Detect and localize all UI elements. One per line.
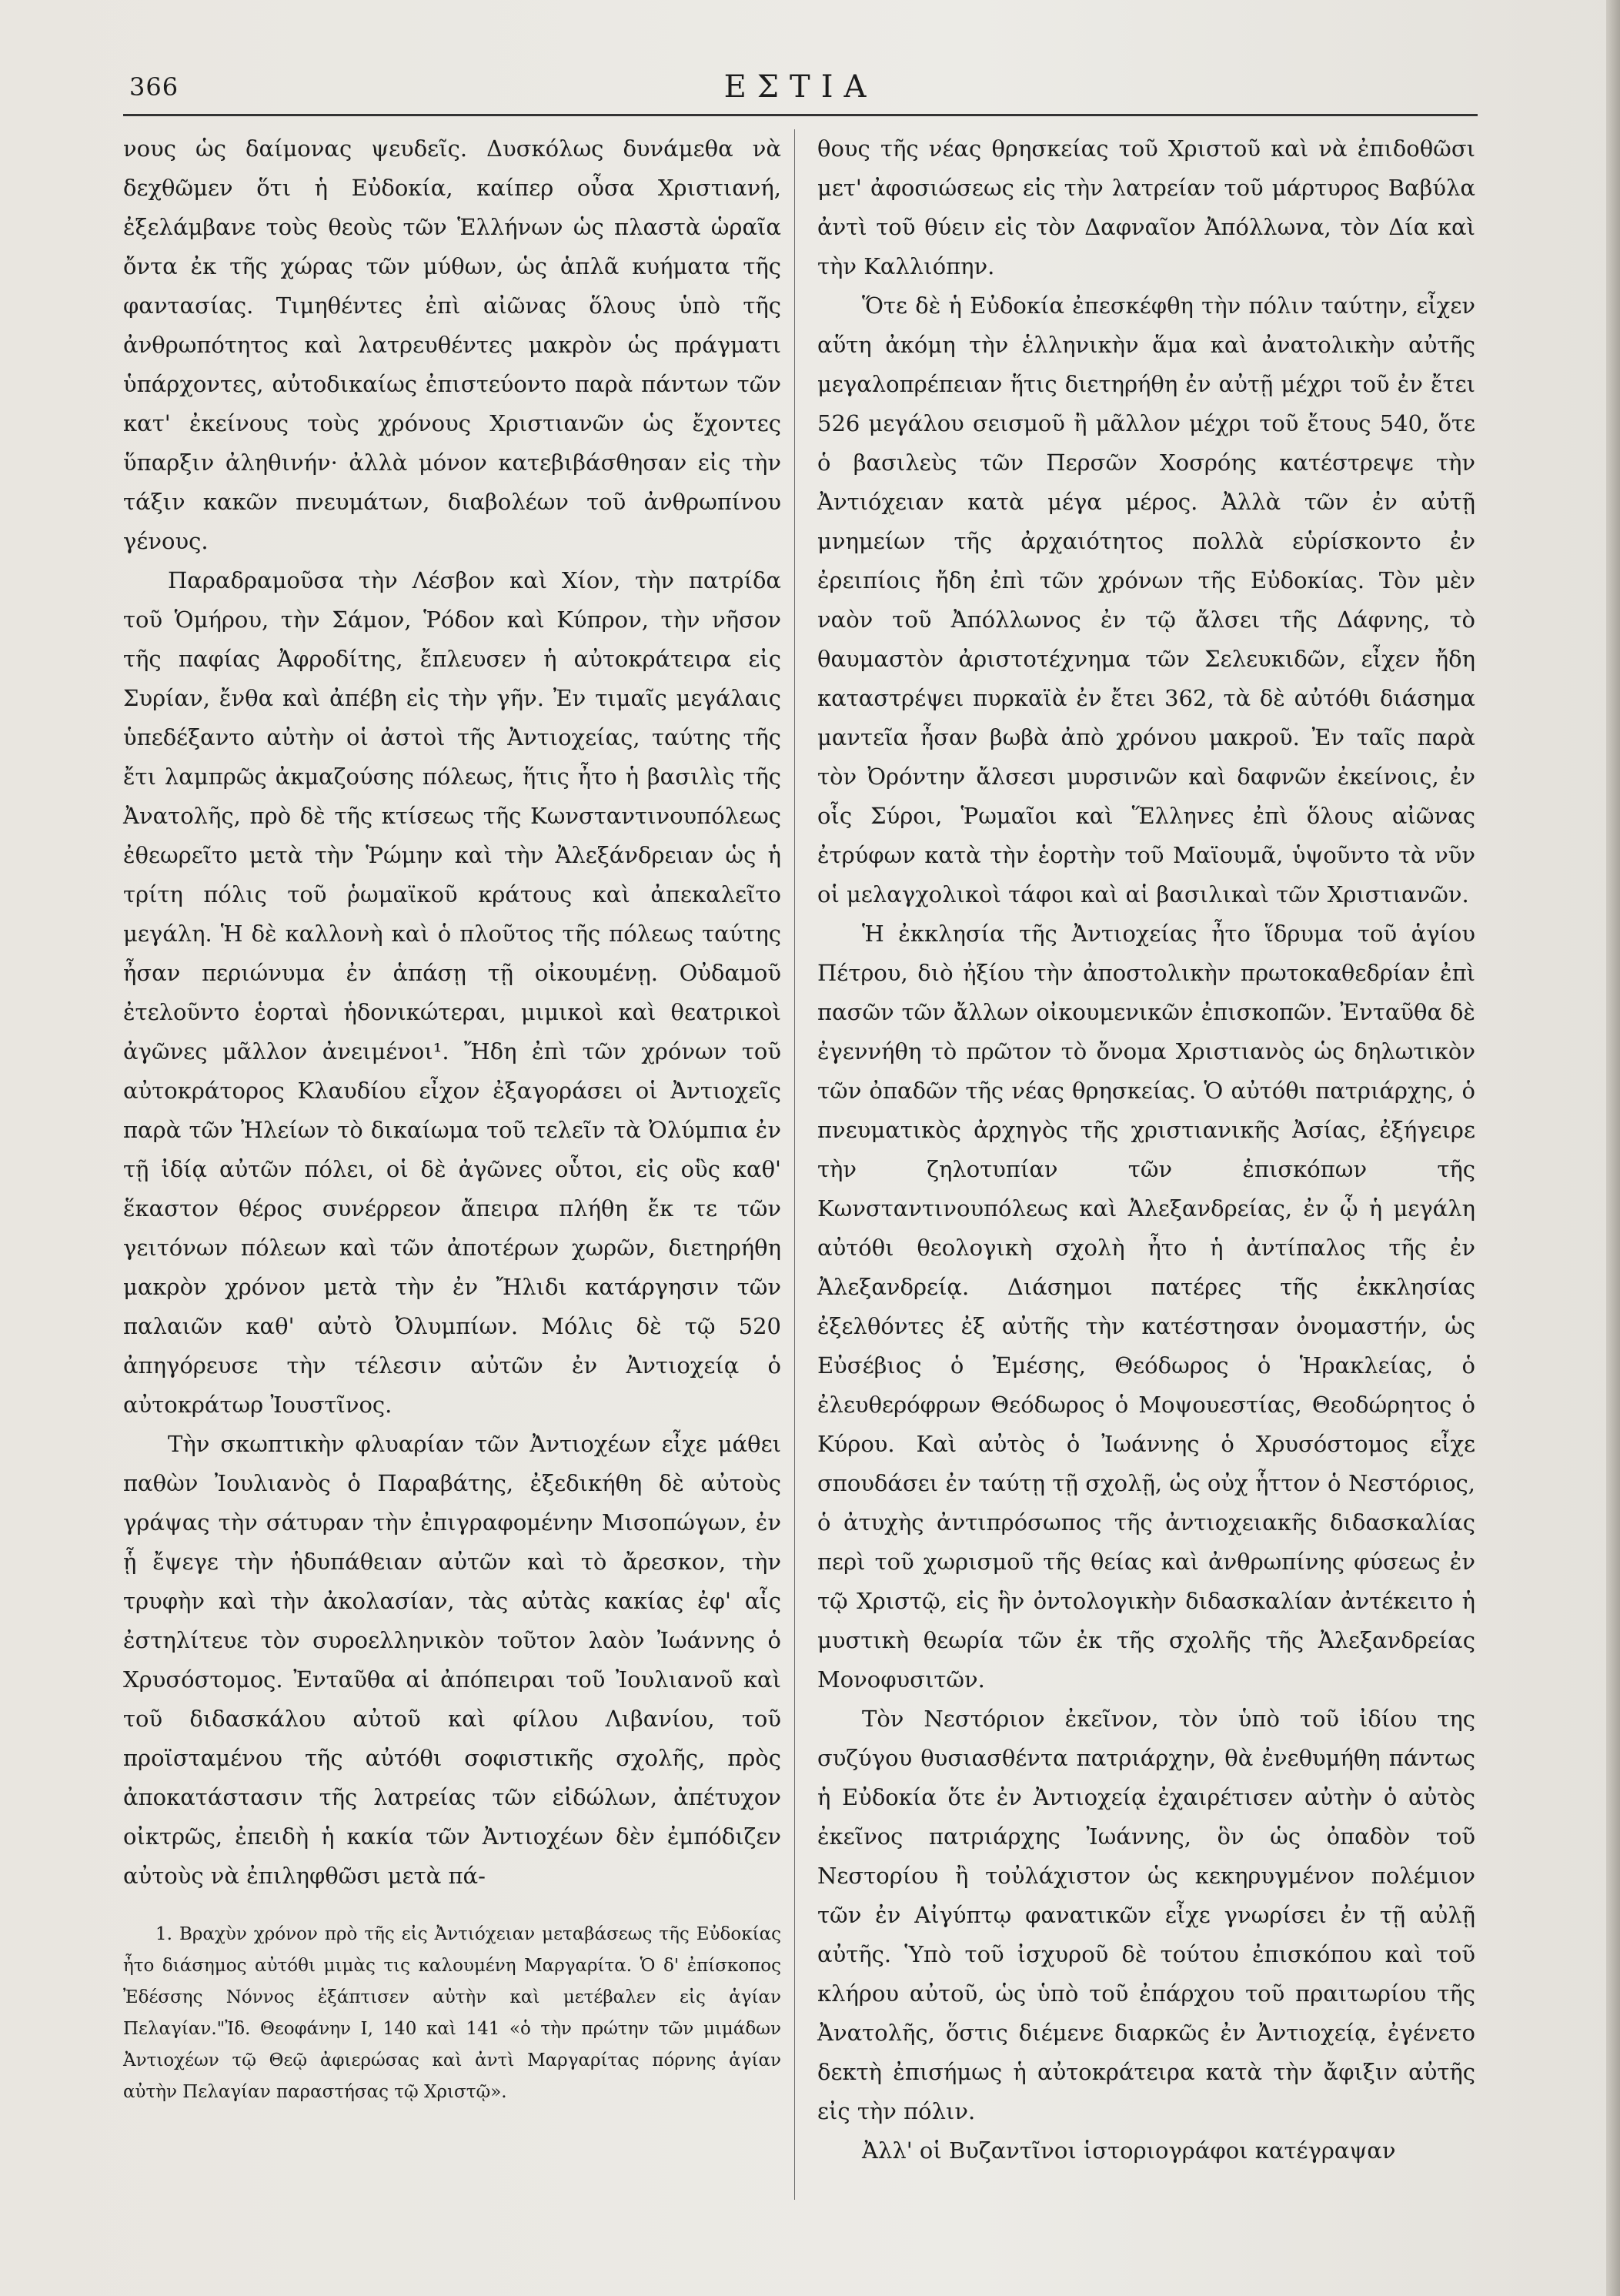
footnotes bbox=[123, 1919, 781, 2108]
page-header bbox=[123, 69, 1478, 108]
paragraph: θους τῆς νέας θρησκείας τοῦ Χριστοῦ καὶ νὰ ἐπιδοθῶσι μετ' ἀφοσιώσεως εἰς τὴν λατρείαν τοῦ μάρτυρος Βαβύλα ἀντὶ τοῦ θύειν εἰς τὸν Δαφναῖον Ἀπόλλωνα, τὸν Δία καὶ τὴν Καλλιόπην. bbox=[817, 135, 1475, 279]
paragraph: νους ὡς δαίμονας ψευδεῖς. Δυσκόλως δυνάμεθα νὰ δεχθῶμεν ὅτι ἡ Εὐδοκία, καίπερ οὖσα Χριστιανή, ἐξελάμβανε τοὺς θεοὺς τῶν Ἑλλήνων ὡς πλαστὰ ὡραῖα ὄντα ἐκ τῆς χώρας τῶν μύθων, ὡς ἁπλᾶ κυήματα τῆς φαντασίας. Τιμηθέντες ἐπὶ αἰῶνας ὅλους ὑπὸ τῆς ἀνθρωπότητος καὶ λατρευθέντες μακρὸν ὡς πράγματι ὑπάρχοντες, αὐτοδικαίως ἐπιστεύοντο παρὰ πάντων τῶν κατ' ἐκείνους τοὺς χρόνους Χριστιανῶν ὡς ἔχοντες ὕπαρξιν ἀληθινήν· ἀλλὰ μόνον κατεβιβάσθησαν εἰς τὴν τάξιν κακῶν πνευμάτων, διαβολέων τοῦ ἀνθρωπίνου γένους. bbox=[123, 135, 781, 554]
paragraph: Ἡ ἐκκλησία τῆς Ἀντιοχείας ἦτο ἵδρυμα τοῦ ἁγίου Πέτρου, διὸ ἠξίου τὴν ἀποστολικὴν πρωτοκαθεδρίαν ἐπὶ πασῶν τῶν ἄλλων οἰκουμενικῶν ἐπισκοπῶν. Ἐνταῦθα δὲ ἐγεννήθη τὸ πρῶτον τὸ ὄνομα Χριστιανὸς ὡς δηλωτικὸν τῶν ὀπαδῶν τῆς νέας θρησκείας. Ὁ αὐτόθι πατριάρχης, ὁ πνευματικὸς ἀρχηγὸς τῆς χριστιανικῆς Ἀσίας, ἐξήγειρε τὴν ζηλοτυπίαν τῶν ἐπισκόπων τῆς Κωνσταντινουπόλεως καὶ Ἀλεξανδρείας, ἐν ᾧ ἡ μεγάλη αὐτόθι θεολογικὴ σχολὴ ἦτο ἡ ἀντίπαλος τῆς ἐν Ἀλεξανδρείᾳ. Διάσημοι πατέρες τῆς ἐκκλησίας ἐξελθόντες ἐξ αὐτῆς τὴν κατέστησαν ὀνομαστήν, ὡς Εὐσέβιος ὁ Ἐμέσης, Θεόδωρος ὁ Ἡρακλείας, ὁ ἐλευθερόφρων Θεόδωρος ὁ Μοψουεστίας, Θεοδώρητος ὁ Κύρου. Καὶ αὐτὸς ὁ Ἰωάννης ὁ Χρυσόστομος εἶχε σπουδάσει ἐν ταύτῃ τῇ σχολῇ, ὡς οὐχ ἧττον ὁ Νεστόριος, ὁ ἀτυχὴς ἀντιπρόσωπος τῆς ἀντιοχειακῆς διδασκαλίας περὶ τοῦ χωρισμοῦ τῆς θείας καὶ ἀνθρωπίνης φύσεως ἐν τῷ Χριστῷ, εἰς ἣν ὀντολογικὴν διδασκαλίαν ἀντέκειτο ἡ μυστικὴ θεωρία τῶν ἐκ τῆς σχολῆς τῆς Ἀλεξανδρείας Μονοφυσιτῶν. bbox=[817, 921, 1475, 1693]
running-title: ΕΣΤΙΑ bbox=[723, 69, 877, 105]
footnote: 1. Βραχὺν χρόνον πρὸ τῆς εἰς Ἀντιόχειαν μεταβάσεως τῆς Εὐδοκίας ἦτο διάσημος αὐτόθι μιμὰς τις καλουμένη Μαργαρίτα. Ὁ δ' ἐπίσκοπος Ἐδέσσης Νόννος ἐξάπτισεν αὐτὴν καὶ μετέβαλεν εἰς ἁγίαν Πελαγίαν."Ἰδ. Θεοφάνην I, 140 καὶ 141 «ὁ τὴν πρώτην τῶν μιμάδων Ἀντιοχέων τῷ Θεῷ ἀφιερώσας καὶ ἀντὶ Μαργαρίτας πόρνης ἁγίαν αὐτὴν Πελαγίαν παραστήσας τῷ Χριστῷ». bbox=[123, 1924, 781, 2102]
right-column bbox=[817, 129, 1475, 2171]
paragraph: Ὅτε δὲ ἡ Εὐδοκία ἐπεσκέφθη τὴν πόλιν ταύτην, εἶχεν αὕτη ἀκόμη τὴν ἑλληνικὴν ἅμα καὶ ἀνατολικὴν αὐτῆς μεγαλοπρέπειαν ἥτις διετηρήθη ἐν αὐτῇ μέχρι τοῦ ἐν ἔτει 526 μεγάλου σεισμοῦ ἢ μᾶλλον μέχρι τοῦ ἔτους 540, ὅτε ὁ βασιλεὺς τῶν Περσῶν Χοσρόης κατέστρεψε τὴν Ἀντιόχειαν κατὰ μέγα μέρος. Ἀλλὰ τῶν ἐν αὐτῇ μνημείων τῆς ἀρχαιότητος πολλὰ εὑρίσκοντο ἐν ἐρειπίοις ἤδη ἐπὶ τῶν χρόνων τῆς Εὐδοκίας. Τὸν μὲν ναὸν τοῦ Ἀπόλλωνος ἐν τῷ ἄλσει τῆς Δάφνης, τὸ θαυμαστὸν ἀριστοτέχνημα τῶν Σελευκιδῶν, εἶχεν ἤδη καταστρέψει πυρκαϊὰ ἐν ἔτει 362, τὰ δὲ αὐτόθι διάσημα μαντεῖα ἦσαν βωβὰ ἀπὸ χρόνου μακροῦ. Ἐν ταῖς παρὰ τὸν Ὀρόντην ἄλσεσι μυρσινῶν καὶ δαφνῶν ἐκείνοις, ἐν οἷς Σύροι, Ῥωμαῖοι καὶ Ἕλληνες ἐπὶ ὅλους αἰῶνας ἐτρύφων κατὰ τὴν ἑορτὴν τοῦ Μαϊουμᾶ, ὑψοῦντο τὰ νῦν οἱ μελαγχολικοὶ τάφοι καὶ αἱ βασιλικαὶ τῶν Χριστιανῶν. bbox=[817, 292, 1475, 907]
page-gutter-shadow bbox=[1606, 0, 1620, 2296]
header-rule bbox=[123, 114, 1478, 116]
left-column bbox=[123, 129, 781, 2108]
paragraph: Τὴν σκωπτικὴν φλυαρίαν τῶν Ἀντιοχέων εἶχε μάθει παθὼν Ἰουλιανὸς ὁ Παραβάτης, ἐξεδικήθη δὲ αὐτοὺς γράψας τὴν σάτυραν τὴν ἐπιγραφομένην Μισοπώγων, ἐν ᾗ ἔψεγε τὴν ἡδυπάθειαν αὐτῶν καὶ τὸ ἄρεσκον, τὴν τρυφὴν καὶ τὴν ἀκολασίαν, τὰς αὐτὰς κακίας ἐφ' αἷς ἐστηλίτευε τὸν συροελληνικὸν τοῦτον λαὸν Ἰωάννης ὁ Χρυσόστομος. Ἐνταῦθα αἱ ἀπόπειραι τοῦ Ἰουλιανοῦ καὶ τοῦ διδασκάλου αὐτοῦ καὶ φίλου Λιβανίου, τοῦ προϊσταμένου τῆς αὐτόθι σοφιστικῆς σχολῆς, πρὸς ἀποκατάστασιν τῆς λατρείας τῶν εἰδώλων, ἀπέτυχον οἰκτρῶς, ἐπειδὴ ἡ κακία τῶν Ἀντιοχέων δὲν ἐμπόδιζεν αὐτοὺς νὰ ἐπιληφθῶσι μετὰ πά- bbox=[123, 1431, 781, 1889]
page-number: 366 bbox=[129, 72, 179, 102]
paragraph: Τὸν Νεστόριον ἐκεῖνον, τὸν ὑπὸ τοῦ ἰδίου της συζύγου θυσιασθέντα πατριάρχην, θὰ ἐνεθυμήθη πάντως ἡ Εὐδοκία ὅτε ἐν Ἀντιοχείᾳ ἐχαιρέτισεν αὐτὴν ὁ αὐτὸς ἐκεῖνος πατριάρχης Ἰωάννης, ὃν ὡς ὀπαδὸν τοῦ Νεστορίου ἢ τοὐλάχιστον ὡς κεκηρυγμένον πολέμιον τῶν ἐν Αἰγύπτῳ φανατικῶν εἶχε γνωρίσει ἐν τῇ αὐλῇ αὐτῆς. Ὑπὸ τοῦ ἰσχυροῦ δὲ τούτου ἐπισκόπου καὶ τοῦ κλήρου αὐτοῦ, ὡς ὑπὸ τοῦ ἐπάρχου τοῦ πραιτωρίου τῆς Ἀνατολῆς, ὅστις διέμενε διαρκῶς ἐν Ἀντιοχείᾳ, ἐγένετο δεκτὴ ἐπισήμως ἡ αὐτοκράτειρα κατὰ τὴν ἄφιξιν αὐτῆς εἰς τὴν πόλιν. bbox=[817, 1706, 1475, 2124]
paragraph: Ἀλλ' οἱ Βυζαντῖνοι ἱστοριογράφοι κατέγραψαν bbox=[862, 2137, 1396, 2164]
column-divider bbox=[794, 129, 795, 2200]
paragraph: Παραδραμοῦσα τὴν Λέσβον καὶ Χίον, τὴν πατρίδα τοῦ Ὁμήρου, τὴν Σάμον, Ῥόδον καὶ Κύπρον, τὴν νῆσον τῆς παφίας Ἀφροδίτης, ἔπλευσεν ἡ αὐτοκράτειρα εἰς Συρίαν, ἔνθα καὶ ἀπέβη εἰς τὴν γῆν. Ἐν τιμαῖς μεγάλαις ὑπεδέξαντο αὐτὴν οἱ ἀστοὶ τῆς Ἀντιοχείας, ταύτης τῆς ἔτι λαμπρῶς ἀκμαζούσης πόλεως, ἥτις ἦτο ἡ βασιλὶς τῆς Ἀνατολῆς, πρὸ δὲ τῆς κτίσεως τῆς Κωνσταντινουπόλεως ἐθεωρεῖτο μετὰ τὴν Ῥώμην καὶ τὴν Ἀλεξάνδρειαν ὡς ἡ τρίτη πόλις τοῦ ῥωμαϊκοῦ κράτους καὶ ἀπεκαλεῖτο μεγάλη. Ἡ δὲ καλλονὴ καὶ ὁ πλοῦτος τῆς πόλεως ταύτης ἦσαν περιώνυμα ἐν ἁπάσῃ τῇ οἰκουμένῃ. Οὐδαμοῦ ἐτελοῦντο ἑορταὶ ἡδονικώτεραι, μιμικοὶ καὶ θεατρικοὶ ἀγῶνες μᾶλλον ἀνειμένοι¹. Ἤδη ἐπὶ τῶν χρόνων τοῦ αὐτοκράτορος Κλαυδίου εἶχον ἐξαγοράσει οἱ Ἀντιοχεῖς παρὰ τῶν Ἠλείων τὸ δικαίωμα τοῦ τελεῖν τὰ Ὀλύμπια ἐν τῇ ἰδίᾳ αὐτῶν πόλει, οἱ δὲ ἀγῶνες οὗτοι, εἰς οὓς καθ' ἕκαστον θέρος συνέρρεον ἄπειρα πλήθη ἔκ τε τῶν γειτόνων πόλεων καὶ τῶν ἀποτέρων χωρῶν, διετηρήθη μακρὸν χρόνον μετὰ τὴν ἐν Ἤλιδι κατάργησιν τῶν παλαιῶν καθ' αὐτὸ Ὀλυμπίων. Μόλις δὲ τῷ 520 ἀπηγόρευσε τὴν τέλεσιν αὐτῶν ἐν Ἀντιοχείᾳ ὁ αὐτοκράτωρ Ἰουστῖνος. bbox=[123, 567, 781, 1418]
